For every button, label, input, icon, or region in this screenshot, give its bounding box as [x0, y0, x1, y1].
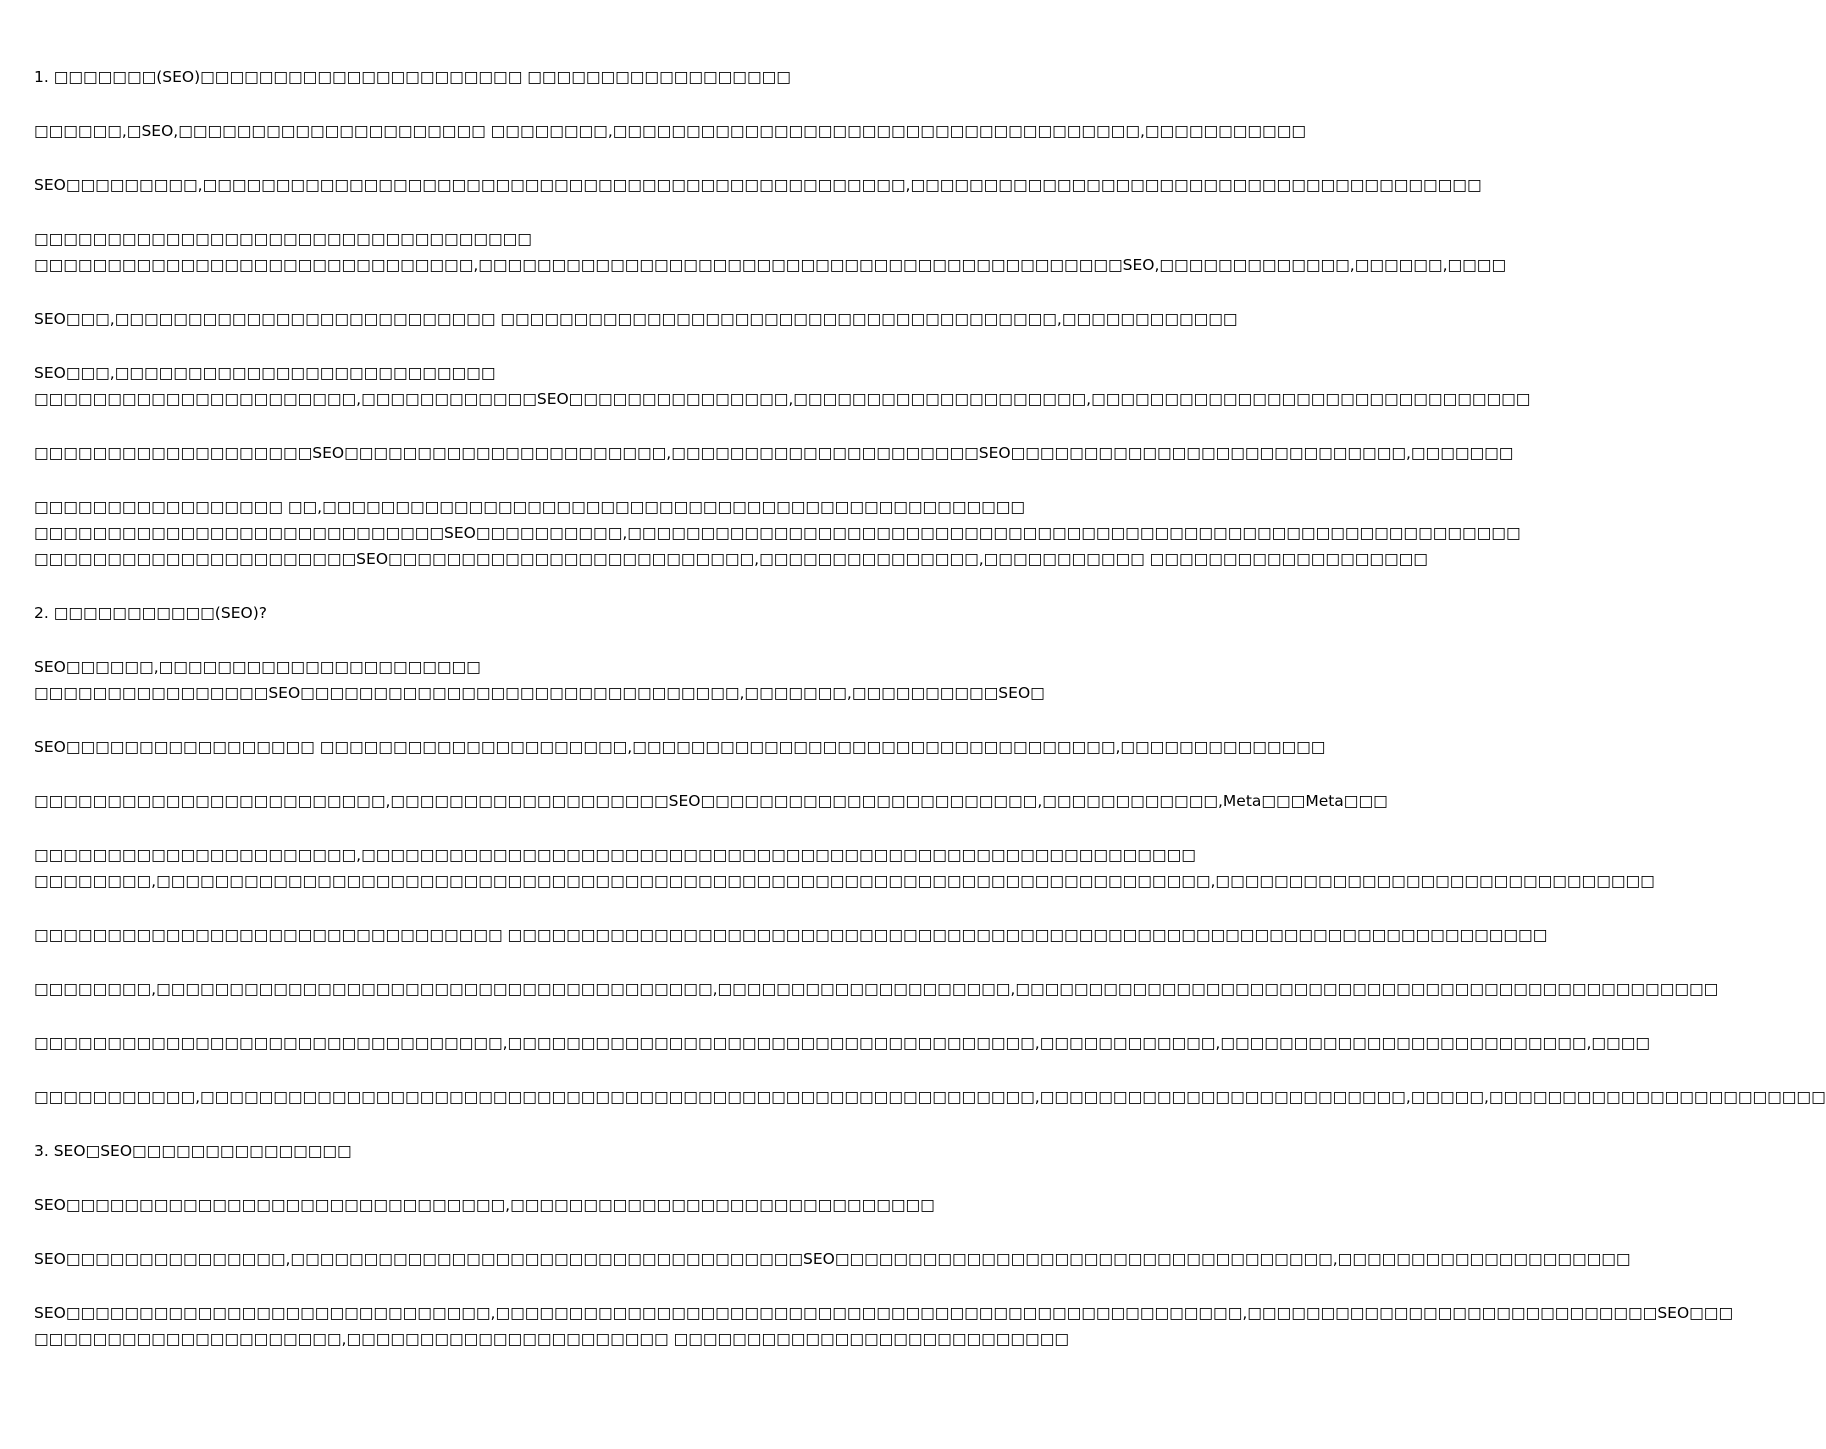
paragraph	[34, 1246, 1631, 1272]
paragraph-spacer	[34, 1164, 990, 1192]
paragraph	[34, 654, 1045, 706]
paragraph-spacer	[34, 198, 990, 226]
paragraph-spacer	[34, 1218, 990, 1246]
paragraph-line: SEO□□□,□□□□□□□□□□□□□□□□□□□□□□□□□□ □□□□□□□□□□□□□□□□□□□□□□□□□□□□□□□□□□□□□□,□□□□□□□□□□□□	[34, 310, 1238, 328]
paragraph	[34, 226, 1507, 278]
paragraph-spacer	[34, 1002, 990, 1030]
document-body	[34, 64, 1826, 1352]
paragraph	[34, 976, 1719, 1002]
paragraph-line: SEO□□□□□□□□□□□□□□□□□□□□□□□□□□□□□,□□□□□□□□□□□□□□□□□□□□□□□□□□□□□□□□□□□□□□□□□□□□□□□□□□□,□□□□□□□□□□□□□□□□□□□□□□□□□□□□SEO□□□	[34, 1304, 1734, 1322]
paragraph-line: SEO□□□,□□□□□□□□□□□□□□□□□□□□□□□□□□	[34, 364, 496, 382]
paragraph-spacer	[34, 1056, 990, 1084]
paragraph-line: SEO□□□□□□,□□□□□□□□□□□□□□□□□□□□□□	[34, 658, 481, 676]
paragraph	[34, 494, 1521, 572]
paragraph-spacer	[34, 412, 990, 440]
section-heading	[34, 64, 990, 90]
paragraph-line: □□□□□□□□,□□□□□□□□□□□□□□□□□□□□□□□□□□□□□□□□□□□□□□□□□□□□□□□□□□□□□□□□□□□□□□□□□□□□□□□□,□□□□□□□□□□□□□□□□□□□□□□□□□□□□□□	[34, 872, 1655, 890]
paragraph-line: □□□□□□□□□□□,□□□□□□□□□□□□□□□□□□□□□□□□□□□□□□□□□□□□□□□□□□□□□□□□□□□□□□□□□,□□□□□□□□□□□□□□□□□□□□□□□□□,□□□□□,□□□□□□□□□□□□□□□□□□□□□□□	[34, 1088, 1826, 1106]
section-heading	[34, 1138, 990, 1164]
heading-text: 3. SEO□SEO□□□□□□□□□□□□□□□	[34, 1142, 352, 1160]
paragraph-line: □□□□□□□□□□□□□□□□□□□□□,□□□□□□□□□□□□□□□□□□□□□□ □□□□□□□□□□□□□□□□□□□□□□□□□□□	[34, 1330, 1069, 1348]
paragraph-spacer	[34, 90, 990, 118]
paragraph	[34, 842, 1655, 894]
paragraph	[34, 1300, 1734, 1352]
paragraph-line: □□□□□□□□□□□□□□□□□□□□□□□□□□□□□□□□,□□□□□□□□□□□□□□□□□□□□□□□□□□□□□□□□□□□□,□□□□□□□□□□□□,□□□□□□□□□□□□□□□□□□□□□□□□□,□□□□	[34, 1034, 1650, 1052]
paragraph-line: □□□□□□□□□□□□□□□□□□□□□□□□□□□□□□□□ □□□□□□□□□□□□□□□□□□□□□□□□□□□□□□□□□□□□□□□□□□□□□□□□□□□□□□□□□□□□□□□□□□□□□□□	[34, 926, 1548, 944]
paragraph-line: SEO□□□□□□□□□,□□□□□□□□□□□□□□□□□□□□□□□□□□□□□□□□□□□□□□□□□□□□□□□□,□□□□□□□□□□□□□□□□□□□□□□□□□□□□□□□□□□□□□□□	[34, 176, 1482, 194]
paragraph-line: □□□□□□□□□□□□□□□□□□□□□□SEO□□□□□□□□□□□□□□□□□□□□□□□□□,□□□□□□□□□□□□□□□,□□□□□□□□□□□ □□□□□□□□□□□□□□□□□□□	[34, 550, 1428, 568]
paragraph-spacer	[34, 1272, 990, 1300]
paragraph-line: □□□□□□□□□□□□□□□□□ □□,□□□□□□□□□□□□□□□□□□□□□□□□□□□□□□□□□□□□□□□□□□□□□□□□	[34, 498, 1026, 516]
section-heading	[34, 600, 990, 626]
paragraph	[34, 1192, 990, 1218]
paragraph-line: SEO□□□□□□□□□□□□□□□,□□□□□□□□□□□□□□□□□□□□□□□□□□□□□□□□□□□SEO□□□□□□□□□□□□□□□□□□□□□□□□□□□□□□□□□□,□□□□□□□□□□□□□□□□□□□□	[34, 1250, 1631, 1268]
paragraph-line: SEO□□□□□□□□□□□□□□□□□ □□□□□□□□□□□□□□□□□□□□□,□□□□□□□□□□□□□□□□□□□□□□□□□□□□□□□□□,□□□□□□□□□□□□□□	[34, 738, 1326, 756]
paragraph	[34, 118, 1306, 144]
paragraph-spacer	[34, 814, 990, 842]
heading-text: 1. □□□□□□□(SEO)□□□□□□□□□□□□□□□□□□□□□□ □□□□□□□□□□□□□□□□□□	[34, 68, 791, 86]
paragraph-line: □□□□□□□□□□□□□□□□SEO□□□□□□□□□□□□□□□□□□□□□□□□□□□□□□,□□□□□□□,□□□□□□□□□□SEO□	[34, 684, 1045, 702]
paragraph-spacer	[34, 1110, 990, 1138]
paragraph-line: □□□□□□□□□□□□□□□□□□□□□□□□□□□□□□,□□□□□□□□□□□□□□□□□□□□□□□□□□□□□□□□□□□□□□□□□□□□SEO,□□□□□□□□□□□□□,□□□□□□,□□□□	[34, 256, 1507, 274]
paragraph-spacer	[34, 332, 990, 360]
paragraph-line: □□□□□□,□SEO,□□□□□□□□□□□□□□□□□□□□□ □□□□□□□□,□□□□□□□□□□□□□□□□□□□□□□□□□□□□□□□□□□□□,□□□□□□□□□□□	[34, 122, 1306, 140]
paragraph-spacer	[34, 626, 990, 654]
paragraph	[34, 172, 1482, 198]
paragraph-spacer	[34, 760, 990, 788]
paragraph-spacer	[34, 948, 990, 976]
paragraph	[34, 1084, 1826, 1110]
paragraph-spacer	[34, 278, 990, 306]
paragraph-line: □□□□□□□□□□□□□□□□□□□□□□,□□□□□□□□□□□□□□□□□□□□□□□□□□□□□□□□□□□□□□□□□□□□□□□□□□□□□□□□□	[34, 846, 1196, 864]
paragraph	[34, 440, 1514, 466]
paragraph	[34, 788, 1388, 814]
paragraph-line: □□□□□□□□□□□□□□□□□□□□□□□□,□□□□□□□□□□□□□□□□□□□SEO□□□□□□□□□□□□□□□□□□□□□□□,□□□□□□□□□□□□,Meta□□□Meta□□□	[34, 792, 1388, 810]
paragraph-spacer	[34, 144, 990, 172]
paragraph	[34, 306, 1238, 332]
paragraph-line: SEO□□□□□□□□□□□□□□□□□□□□□□□□□□□□□□,□□□□□□□□□□□□□□□□□□□□□□□□□□□□□	[34, 1196, 935, 1214]
paragraph-spacer	[34, 894, 990, 922]
paragraph-line: □□□□□□□□□□□□□□□□□□□□□□,□□□□□□□□□□□□SEO□□□□□□□□□□□□□□□,□□□□□□□□□□□□□□□□□□□□,□□□□□□□□□□□□□□□□□□□□□□□□□□□□□□	[34, 390, 1531, 408]
paragraph-line: □□□□□□□□□□□□□□□□□□□□□□□□□□□□SEO□□□□□□□□□□,□□□□□□□□□□□□□□□□□□□□□□□□□□□□□□□□□□□□□□□□□□□□□□□□□□□□□□□□□□□□□	[34, 524, 1521, 542]
paragraph-spacer	[34, 706, 990, 734]
paragraph-spacer	[34, 572, 990, 600]
paragraph-spacer	[34, 466, 990, 494]
paragraph-line: □□□□□□□□□□□□□□□□□□□SEO□□□□□□□□□□□□□□□□□□□□□□,□□□□□□□□□□□□□□□□□□□□□SEO□□□□□□□□□□□□□□□□□□□□□□□□□□□,□□□□□□□	[34, 444, 1514, 462]
paragraph	[34, 1030, 1650, 1056]
heading-text: 2. □□□□□□□□□□□(SEO)?	[34, 604, 267, 622]
paragraph	[34, 922, 1548, 948]
paragraph	[34, 360, 1531, 412]
paragraph-line: □□□□□□□□□□□□□□□□□□□□□□□□□□□□□□□□□□	[34, 230, 532, 248]
paragraph	[34, 734, 1326, 760]
paragraph-line: □□□□□□□□,□□□□□□□□□□□□□□□□□□□□□□□□□□□□□□□□□□□□□□,□□□□□□□□□□□□□□□□□□□□,□□□□□□□□□□□□□□□□□□□□□□□□□□□□□□□□□□□□□□□□□□□□□□□□	[34, 980, 1719, 998]
